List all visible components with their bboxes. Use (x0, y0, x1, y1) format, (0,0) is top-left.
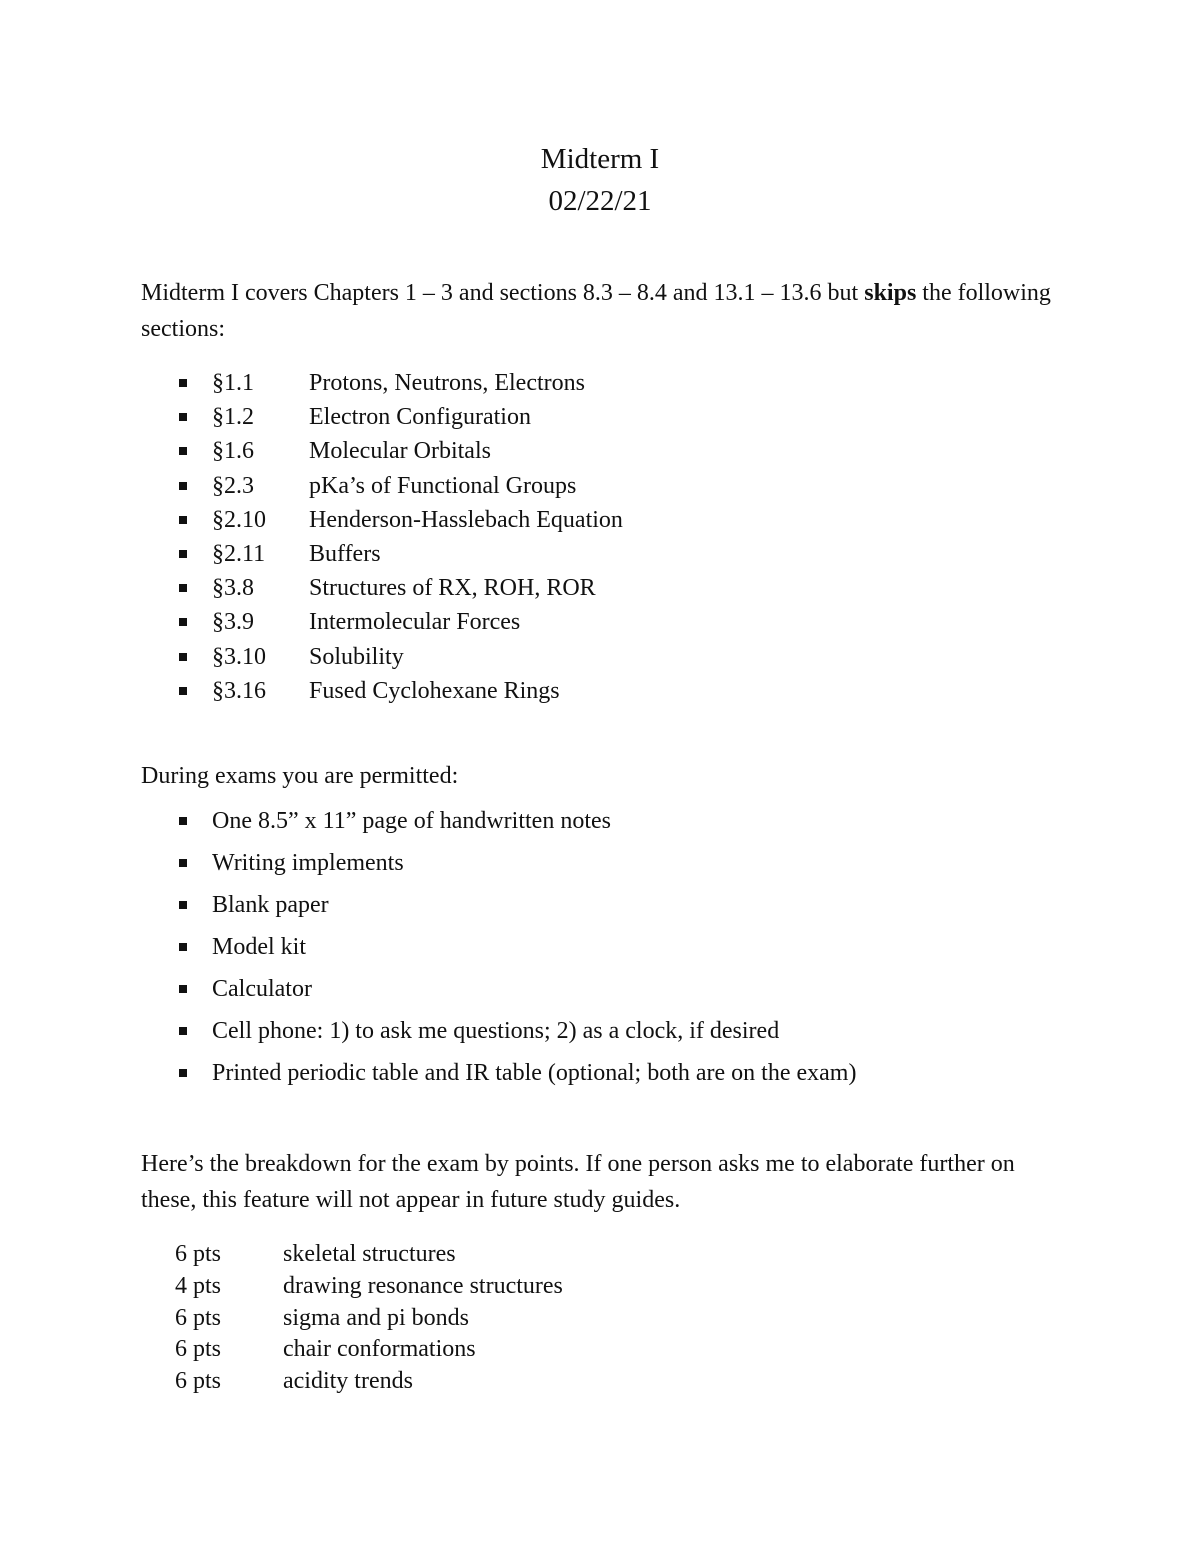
points-topic: acidity trends (283, 1368, 413, 1395)
points-row (175, 1303, 563, 1335)
section-topic: Intermolecular Forces (309, 609, 521, 636)
points-breakdown-table (175, 1239, 563, 1398)
list-item (175, 1012, 856, 1054)
permitted-item-text: One 8.5” x 11” page of handwritten notes (212, 808, 611, 834)
permitted-item-text: Printed periodic table and IR table (optional; both are on the exam) (212, 1060, 857, 1086)
section-number: §3.10 (212, 643, 266, 670)
square-bullet-icon (179, 943, 187, 951)
square-bullet-icon (179, 653, 187, 661)
square-bullet-icon (179, 550, 187, 558)
permitted-item-text: Model kit (212, 934, 306, 960)
permitted-item-text: Calculator (212, 976, 312, 1002)
points-topic: skeletal structures (283, 1241, 456, 1267)
title-block (0, 138, 1200, 222)
points-value: 6 pts (175, 1336, 222, 1363)
list-item (175, 1054, 856, 1096)
intro-text-end: the following sections: (141, 280, 1051, 342)
list-item (175, 928, 856, 970)
section-number: §3.9 (212, 609, 254, 636)
points-value: 4 pts (175, 1272, 222, 1299)
list-item (175, 400, 623, 434)
page-title: Midterm I (540, 143, 660, 175)
square-bullet-icon (179, 482, 187, 490)
section-topic: pKa’s of Functional Groups (309, 472, 577, 499)
points-row (175, 1271, 563, 1303)
section-number: §2.10 (212, 506, 266, 533)
skipped-sections-list (175, 366, 623, 708)
list-item (175, 503, 623, 537)
points-value: 6 pts (175, 1368, 222, 1395)
points-row (175, 1239, 563, 1271)
section-number: §3.16 (212, 677, 266, 704)
list-item (175, 571, 623, 605)
list-item (175, 469, 623, 503)
intro-bold-word: skips (864, 280, 917, 306)
section-number: §1.1 (212, 370, 254, 396)
section-topic: Molecular Orbitals (309, 438, 491, 465)
square-bullet-icon (179, 447, 187, 455)
square-bullet-icon (179, 516, 187, 524)
list-item (175, 640, 623, 674)
points-topic: drawing resonance structures (283, 1272, 563, 1299)
section-topic: Electron Configuration (309, 404, 531, 431)
list-item (175, 886, 856, 928)
square-bullet-icon (179, 584, 187, 592)
breakdown-paragraph: Here’s the breakdown for the exam by points. If one person asks me to elaborate further on these, this feature will not appear in future study guides. (141, 1151, 1015, 1213)
section-topic: Buffers (309, 540, 381, 567)
square-bullet-icon (179, 985, 187, 993)
permitted-item-text: Cell phone: 1) to ask me questions; 2) as a clock, if desired (212, 1018, 780, 1044)
section-topic: Henderson-Hasslebach Equation (309, 506, 623, 533)
exam-date: 02/22/21 (548, 185, 652, 217)
list-item (175, 674, 623, 708)
list-item (175, 605, 623, 639)
points-row (175, 1366, 563, 1398)
section-number: §1.6 (212, 438, 254, 465)
permitted-heading: During exams you are permitted: (141, 763, 459, 789)
permitted-item-text: Writing implements (212, 850, 404, 876)
list-item (175, 434, 623, 468)
section-number: §2.3 (212, 472, 254, 499)
list-item (175, 537, 623, 571)
points-row (175, 1334, 563, 1366)
points-value: 6 pts (175, 1241, 222, 1267)
list-item (175, 970, 856, 1012)
points-topic: chair conformations (283, 1336, 476, 1363)
section-topic: Structures of RX, ROH, ROR (309, 575, 596, 602)
square-bullet-icon (179, 618, 187, 626)
intro-text-start: Midterm I covers Chapters 1 – 3 and sections 8.3 – 8.4 and 13.1 – 13.6 but (141, 280, 865, 306)
section-topic: Protons, Neutrons, Electrons (309, 370, 585, 396)
list-item (175, 366, 623, 400)
section-topic: Fused Cyclohexane Rings (309, 677, 560, 704)
section-number: §3.8 (212, 575, 254, 602)
section-number: §2.11 (212, 540, 266, 567)
points-value: 6 pts (175, 1304, 222, 1331)
square-bullet-icon (179, 1069, 187, 1077)
square-bullet-icon (179, 817, 187, 825)
permitted-items-list (175, 802, 856, 1096)
square-bullet-icon (179, 901, 187, 909)
intro-paragraph (141, 275, 1061, 347)
square-bullet-icon (179, 413, 187, 421)
permitted-item-text: Blank paper (212, 892, 329, 918)
list-item (175, 844, 856, 886)
square-bullet-icon (179, 859, 187, 867)
square-bullet-icon (179, 1027, 187, 1035)
square-bullet-icon (179, 687, 187, 695)
section-topic: Solubility (309, 643, 404, 670)
points-topic: sigma and pi bonds (283, 1304, 469, 1331)
list-item (175, 802, 856, 844)
square-bullet-icon (179, 379, 187, 387)
section-number: §1.2 (212, 404, 254, 431)
